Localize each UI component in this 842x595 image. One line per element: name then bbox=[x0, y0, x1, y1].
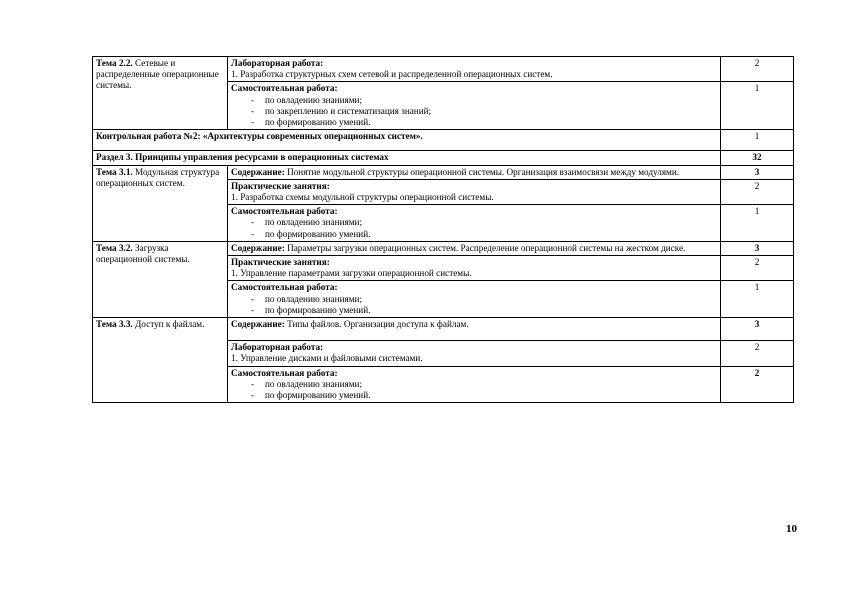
list-item: - по овладению знаниями; bbox=[251, 293, 362, 304]
t22-title-bold: Тема 2.2. bbox=[96, 58, 133, 68]
t31-content-label: Содержание: bbox=[231, 166, 285, 177]
t33-content-row bbox=[93, 318, 794, 341]
t22-title-rest: Сетевые и распределенные операционные системы. bbox=[96, 58, 219, 91]
t33-content-text: Типы файлов. Организация доступа к файлам. bbox=[284, 319, 469, 330]
t31-self-hours: 1 bbox=[721, 205, 794, 242]
section3-text: Раздел 3. Принципы управления ресурсами в операционных системах bbox=[93, 151, 721, 165]
t31-prac-hours: 2 bbox=[721, 179, 794, 204]
list-item: - по формированию умений. bbox=[251, 304, 371, 315]
t31-self-title: Самостоятельная работа: bbox=[231, 206, 338, 217]
t31-prac-cell bbox=[228, 179, 721, 204]
t31-content-cell bbox=[228, 165, 721, 179]
list-item: - по формированию умений. bbox=[251, 228, 371, 239]
t33-self-cell bbox=[228, 366, 721, 403]
t33-lab-item: 1. Управление дисками и файловыми системами. bbox=[231, 353, 423, 364]
curriculum-table bbox=[92, 56, 794, 403]
control-hours: 1 bbox=[721, 130, 794, 151]
control-row bbox=[93, 130, 794, 151]
t32-title-bold: Тема 3.2. bbox=[96, 242, 133, 253]
t31-theme-cell bbox=[93, 165, 228, 241]
t31-content-text: Понятие модульной структуры операционной системы. Организация взаимосвязи между модулями. bbox=[284, 166, 680, 177]
t31-title-bold: Тема 3.1. bbox=[96, 166, 133, 177]
t31-prac-title: Практические занятия: bbox=[231, 180, 330, 191]
t33-self-title: Самостоятельная работа: bbox=[231, 367, 338, 378]
t33-content-label: Содержание: bbox=[231, 319, 285, 330]
t32-prac-title: Практические занятия: bbox=[231, 257, 330, 268]
control-text: Контрольная работа №2: «Архитектуры современных операционных систем». bbox=[93, 130, 721, 151]
t32-title-rest: Загрузка операционной системы. bbox=[96, 242, 190, 265]
t32-theme-cell bbox=[93, 241, 228, 317]
t32-prac-cell bbox=[228, 256, 721, 281]
t31-content-row bbox=[93, 165, 794, 179]
t31-prac-item: 1. Разработка схемы модульной структуры операционной системы. bbox=[231, 192, 494, 203]
list-item: - по закреплению и систематизация знаний; bbox=[251, 105, 432, 116]
t22-self-cell bbox=[228, 82, 721, 130]
t32-prac-hours: 2 bbox=[721, 256, 794, 281]
t22-lab-title: Лабораторная работа: bbox=[231, 58, 324, 68]
t33-title-rest: Доступ к файлам. bbox=[132, 319, 205, 330]
t33-title-bold: Тема 3.3. bbox=[96, 319, 133, 330]
t33-lab-cell bbox=[228, 341, 721, 366]
t32-content-hours: 3 bbox=[721, 241, 794, 255]
list-item: - по формированию умений. bbox=[251, 117, 371, 128]
t22-lab-cell bbox=[228, 57, 721, 82]
t33-theme-cell bbox=[93, 318, 228, 403]
t22-self-title: Самостоятельная работа: bbox=[231, 83, 338, 94]
t22-lab-row bbox=[93, 57, 794, 82]
list-item: - по овладению знаниями; bbox=[251, 217, 362, 228]
t33-content-cell bbox=[228, 318, 721, 341]
section3-hours: 32 bbox=[721, 151, 794, 165]
t32-self-title: Самостоятельная работа: bbox=[231, 282, 338, 293]
section3-row bbox=[93, 151, 794, 165]
t22-self-hours: 1 bbox=[721, 82, 794, 130]
t31-content-hours: 3 bbox=[721, 165, 794, 179]
t22-lab-item: 1. Разработка структурных схем сетевой и распределенной операционных систем. bbox=[231, 69, 553, 80]
t32-self-hours: 1 bbox=[721, 281, 794, 318]
t32-prac-item: 1. Управление параметрами загрузки операционной системы. bbox=[231, 268, 472, 279]
t22-lab-hours: 2 bbox=[721, 57, 794, 82]
t33-self-hours: 2 bbox=[721, 366, 794, 403]
t22-theme-cell bbox=[93, 57, 228, 130]
list-item: - по овладению знаниями; bbox=[251, 94, 362, 105]
t31-title-rest: Модульная структура операционных систем. bbox=[96, 166, 220, 188]
t33-lab-hours: 2 bbox=[721, 341, 794, 366]
t31-self-cell bbox=[228, 205, 721, 242]
list-item: - по овладению знаниями; bbox=[251, 378, 362, 389]
list-item: - по формированию умений. bbox=[251, 390, 371, 401]
t32-self-cell bbox=[228, 281, 721, 318]
t32-content-cell bbox=[228, 241, 721, 255]
t32-content-text: Параметры загрузки операционных систем. Распределение операционной системы на жестком диске. bbox=[284, 242, 686, 253]
t33-lab-title: Лабораторная работа: bbox=[231, 342, 324, 353]
t32-content-row bbox=[93, 241, 794, 255]
page-number: 10 bbox=[786, 523, 797, 535]
t33-content-hours: 3 bbox=[721, 318, 794, 341]
t32-content-label: Содержание: bbox=[231, 242, 285, 253]
